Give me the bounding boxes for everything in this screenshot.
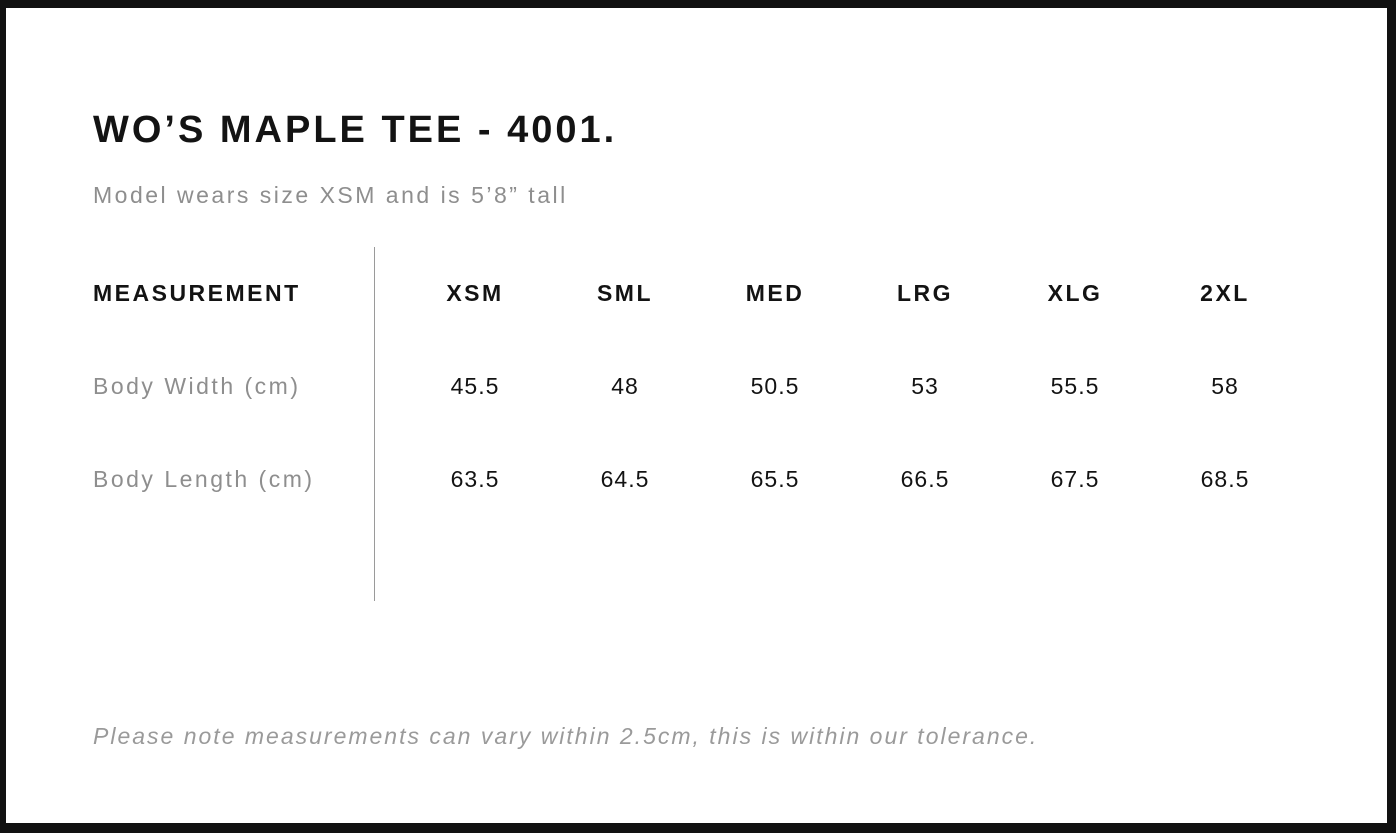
table-header-row — [93, 247, 1300, 340]
model-size-note: Model wears size XSM and is 5’8” tall — [93, 181, 568, 208]
size-value: 66.5 — [900, 466, 950, 493]
header-xsm: XSM — [446, 280, 504, 307]
size-value: 48 — [611, 373, 639, 400]
header-med: MED — [745, 280, 805, 307]
size-value: 53 — [911, 373, 939, 400]
size-table — [93, 247, 1300, 601]
header-lrg: LRG — [896, 280, 954, 307]
size-value: 55.5 — [1050, 373, 1100, 400]
row-label: Body Length (cm) — [93, 466, 315, 493]
size-value: 65.5 — [750, 466, 800, 493]
table-row-body-length — [93, 433, 1300, 526]
size-value: 45.5 — [450, 373, 500, 400]
header-sml: SML — [596, 280, 654, 307]
size-value: 64.5 — [600, 466, 650, 493]
size-value: 63.5 — [450, 466, 500, 493]
header-xlg: XLG — [1047, 280, 1103, 307]
size-value: 68.5 — [1200, 466, 1250, 493]
column-divider — [374, 247, 375, 601]
header-2xl: 2XL — [1200, 280, 1250, 307]
tolerance-note: Please note measurements can vary within 2.5cm, this is within our tolerance. — [93, 723, 1039, 750]
row-label: Body Width (cm) — [93, 373, 301, 400]
size-value: 58 — [1211, 373, 1239, 400]
size-value: 67.5 — [1050, 466, 1100, 493]
table-row-body-width — [93, 340, 1300, 433]
size-chart-content — [6, 108, 1387, 751]
page-title: WO’S MAPLE TEE - 4001. — [93, 109, 618, 151]
size-value: 50.5 — [750, 373, 800, 400]
header-measurement: MEASUREMENT — [93, 280, 301, 307]
